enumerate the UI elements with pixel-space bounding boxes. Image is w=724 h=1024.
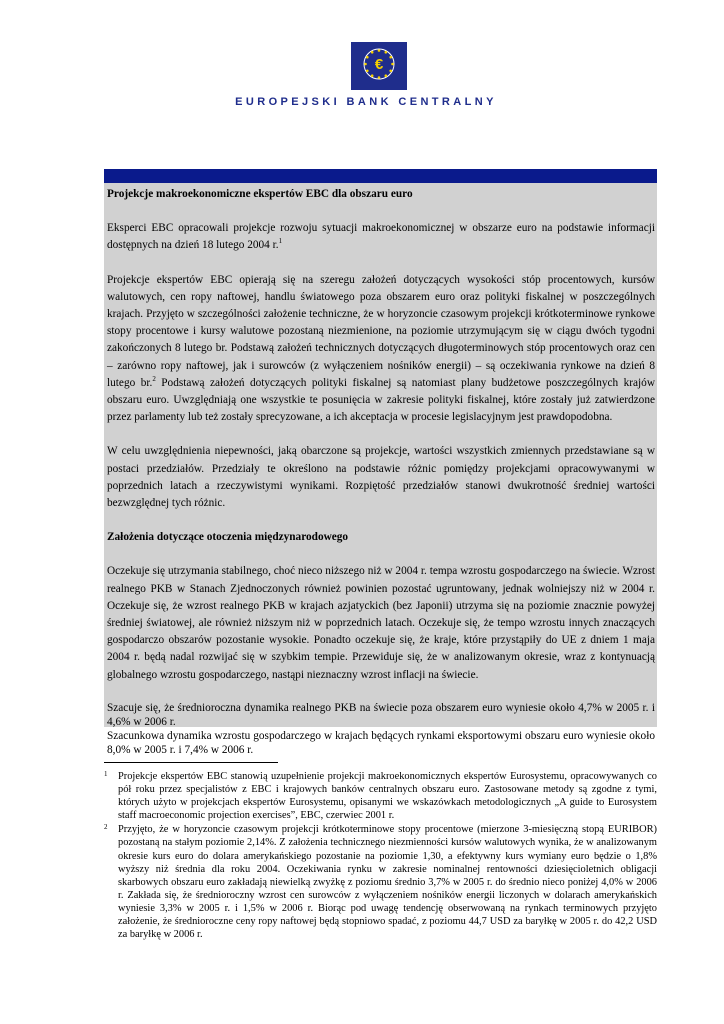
footnote-ref-1[interactable]: 1 <box>278 237 283 246</box>
projection-box <box>104 183 657 756</box>
header-bar <box>104 169 657 183</box>
footnote-text: Przyjęto, że w horyzoncie czasowym projekcji krótkoterminowe stopy procentowe (mierzone 3-miesięczną stopą EURIBOR) pozostaną na stałym poziomie 2,14%. Z założenia technicznego niezmienności kursów walutowych wynika, że w analizowanym okresie kurs euro do dolara amerykańskiego pozostanie na poziomie 1,30, a efektywny kurs wymiany euro będzie o 1,8% wyższy niż średnia dla roku 2004. Oczekiwania rynku w zakresie nominalnej rentowności dziesięcioletnich obligacji skarbowych obszaru euro zakładają niewielką zwyżkę z poziomu średnio 3,7% w 2005 r. do średnio nieco poniżej 4,0% w 2006 r. Zakłada się, że średnioroczny wzrost cen surowców z wyłączeniem nośników energii liczonych w dolarach amerykańskich wyniesie 3,3% w 2005 r. i 1,5% w 2006 r. Biorąc pod uwagę tendencję obserwowaną na rynkach terminowych przyjęto założenie, że średnioroczne ceny ropy naftowej będą stopniowo spadać, z poziomu 44,7 USD za baryłkę w 2005 r. do 42,2 USD za baryłkę w 2006 r. <box>118 824 657 941</box>
paragraph-export-markets: Szacunkowa dynamika wzrostu gospodarczego w krajach będących rynkami eksportowymi obszaru euro wyniesie około 8,0% w 2005 r. i 7,4% w 2006 r. <box>107 729 655 756</box>
footnote-ref-2[interactable]: 2 <box>152 375 156 384</box>
footnote-number: 1 <box>104 770 108 778</box>
document-title: Projekcje makroekonomiczne ekspertów EBC dla obszaru euro <box>107 188 413 200</box>
euro-stars-icon <box>351 42 407 90</box>
paragraph-world-gdp: Szacuje się, że średnioroczna dynamika realnego PKB na świecie poza obszarem euro wyniesie około 4,7% w 2005 r. i 4,6% w 2006 r. <box>107 701 655 728</box>
footnote-separator <box>104 762 278 763</box>
euro-symbol: € <box>374 56 384 73</box>
footnote-number: 2 <box>104 823 108 832</box>
paragraph-uncertainty: W celu uwzględnienia niepewności, jaką obarczone są projekcje, wartości wszystkich zmiennych przedstawiane są w postaci przedziałów. Przedziały te określono na podstawie różnic pomiędzy projekcjami opracowywanymi w poprzednich latach a rzeczywistymi wynikami. Rozpiętość przedziałów stanowi dwukrotność średniej wartości bezwzględnej tych różnic. <box>107 445 655 510</box>
paragraph-global-growth: Oczekuje się utrzymania stabilnego, choć nieco niższego niż w 2004 r. tempa wzrostu gospodarczego na świecie. Wzrost realnego PKB w Stanach Zjednoczonych również powinien pozostać ugruntowany, jednak wolniejszy niż w 2004 r. Oczekuje się, że wzrost realnego PKB w krajach azjatyckich (bez Japonii) utrzyma się na poziomie znacznie powyżej średniej światowej, ale również niższym niż w poprzednich latach. Oczekuje się, że tempo wzrostu innych znaczących gospodarczo obszarów pozostanie wysokie. Ponadto oczekuje się, że kraje, które przystąpiły do UE z dniem 1 maja 2004 r. będą nadal rozwijać się w szybkim tempie. Przewiduje się, że w analizowanym okresie, wraz z kontynuacją globalnego wzrostu gospodarczego, nastąpi nieznaczny wzrost inflacji na świecie. <box>107 565 655 681</box>
section-heading: Założenia dotyczące otoczenia międzynarodowego <box>107 531 349 544</box>
footnote-1 <box>104 770 657 822</box>
bank-name: EUROPEJSKI BANK CENTRALNY <box>235 96 497 108</box>
paragraph-assumptions: Projekcje ekspertów EBC opierają się na szeregu założeń dotyczących wysokości stóp procentowych, kursów walutowych, cen ropy naftowej, handlu światowego poza obszarem euro oraz polityki fiskalnej w poszczególnych krajach. Przyjęto w szczególności założenie techniczne, że w horyzoncie czasowym projekcji krótkoterminowe rynkowe stopy procentowe i kursy walutowe pozostaną niezmienione, na poziomie utrzymującym się w ciągu dwóch tygodni zakończonych 8 lutego br. Podstawą założeń technicznych dotyczących długoterminowych stóp procentowych oraz cen – zarówno ropy naftowej, jak i surowców (z wyłączeniem nośników energii) – są oczekiwania rynkowe na dzień 8 lutego br.$^2$ Podstawą założeń dotyczących polityki fiskalnej są natomiast plany budżetowe poszczególnych krajów obszaru euro. Uwzględniają one wszystkie te posunięcia w zakresie polityki fiskalnej, które zostały już zatwierdzone przez parlamenty lub też zostały sprecyzowane, a ich akceptacja w procesie legislacyjnym jest prawdopodobna. <box>107 273 655 424</box>
footnote-text: Projekcje ekspertów EBC stanowią uzupełnienie projekcji makroekonomicznych ekspertów Eurosystemu, opracowywanych co pół roku przez specjalistów z EBC i krajowych banków centralnych obszaru euro. Zastosowane metody są zgodne z tymi, których użyto w projekcjach ekspertów Eurosystemu, opisanymi we wskazówkach metodologicznych „A guide to Eurosystem staff macroeconomic projection exercises”, EBC, czerwiec 2001 r. <box>118 771 657 822</box>
ecb-logo <box>351 42 407 90</box>
footnote-2 <box>104 823 657 941</box>
footnotes <box>104 770 657 941</box>
paragraph-intro: Eksperci EBC opracowali projekcje rozwoju sytuacji makroekonomicznej w obszarze euro na podstawie informacji dostępnych na dzień 18 lutego 2004 r.$^1$ <box>107 222 655 252</box>
